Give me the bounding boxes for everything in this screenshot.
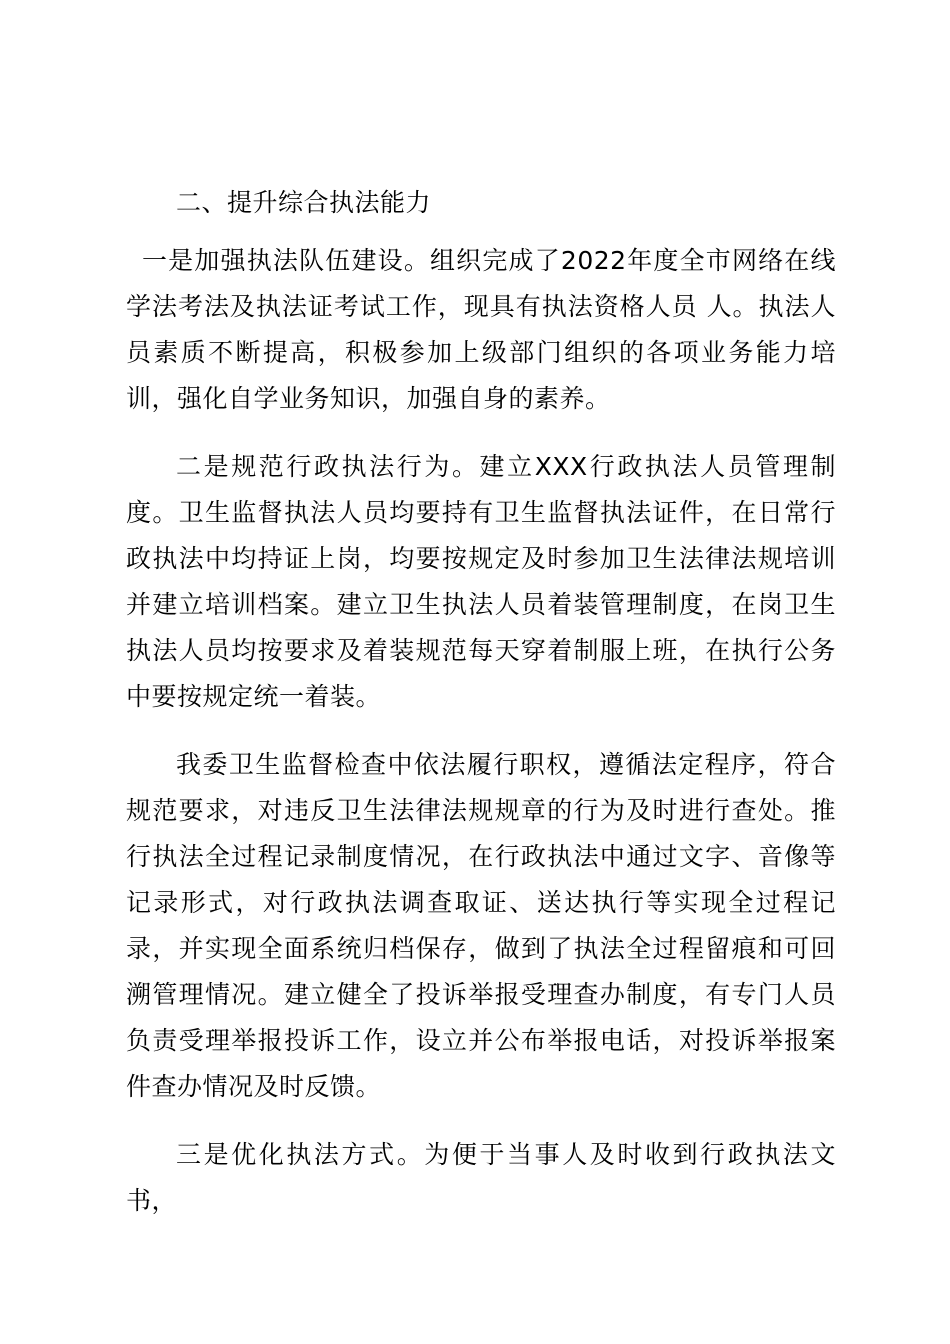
paragraph-team-building: 一是加强执法队伍建设。组织完成了2022年度全市网络在线学法考法及执法证考试工作，现具有执法资格人员 人。执法人员素质不断提高，积极参加上级部门组织的各项业务能力培训，强化自学业务知识，加强自身的素养。 xyxy=(126,246,836,413)
paragraph-supervision-inspection: 我委卫生监督检查中依法履行职权，遵循法定程序，符合规范要求，对违反卫生法律法规规章的行为及时进行查处。推行执法全过程记录制度情况，在行政执法中通过文字、音像等记录形式，对行政执法调查取证、送达执行等实现全过程记录，并实现全面系统归档保存，做到了执法全过程留痕和可回溯管理情况。建立健全了投诉举报受理查办制度，有专门人员负责受理举报投诉工作，设立并公布举报电话，对投诉举报案件查办情况及时反馈。 xyxy=(126,750,836,1101)
section-heading: 二、提升综合执法能力 xyxy=(176,188,432,217)
paragraph-optimize-methods: 三是优化执法方式。为便于当事人及时收到行政执法文书， xyxy=(126,1140,836,1215)
paragraph-standardize-enforcement: 二是规范行政执法行为。建立XXX行政执法人员管理制度。卫生监督执法人员均要持有卫生监督执法证件，在日常行政执法中均持证上岗，均要按规定及时参加卫生法律法规培训并建立培训档案。建立卫生执法人员着装管理制度，在岗卫生执法人员均按要求及着装规范每天穿着制服上班，在执行公务中要按规定统一着装。 xyxy=(126,452,836,711)
document-body xyxy=(126,180,836,1246)
